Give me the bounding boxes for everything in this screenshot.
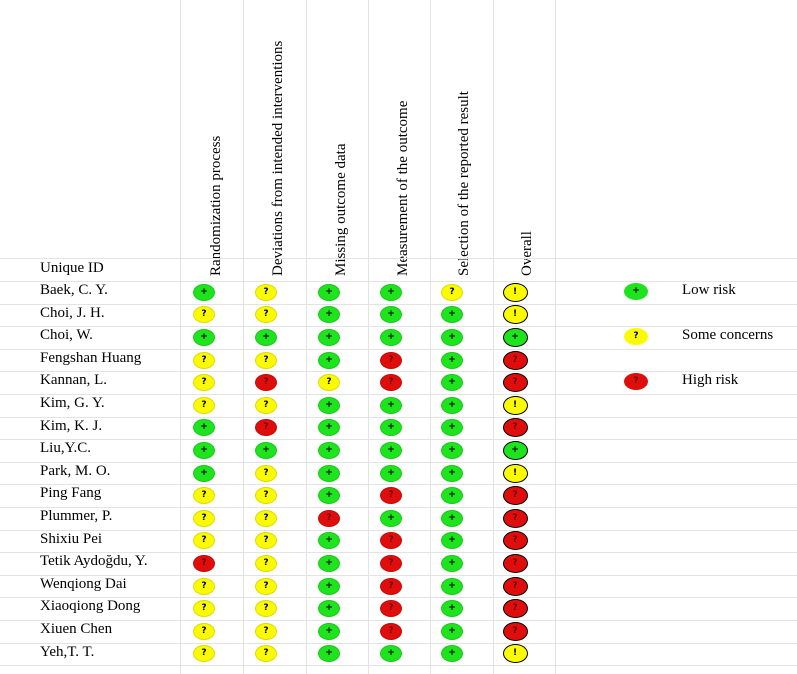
rating-dot: ? [318, 374, 340, 391]
rating-dot: + [380, 329, 402, 346]
grid-line [555, 0, 556, 674]
rating-dot: + [441, 578, 463, 595]
legend-some-label: Some concerns [682, 327, 774, 343]
rating-dot: + [380, 510, 402, 527]
study-id: Yeh,T. T. [40, 643, 95, 660]
rating-dot: + [380, 442, 402, 459]
study-id: Shixiu Pei [40, 530, 103, 547]
overall-rating-dot: ? [503, 509, 528, 528]
rating-dot: ? [380, 487, 402, 504]
rating-dot: ? [380, 374, 402, 391]
rating-dot: + [318, 306, 340, 323]
rating-dot: + [380, 397, 402, 414]
study-id: Plummer, P. [40, 508, 113, 524]
study-id: Wenqiong Dai [40, 575, 127, 592]
grid-line [243, 0, 244, 674]
rating-dot: ? [255, 578, 277, 595]
grid-line [0, 394, 797, 395]
legend-high-label: High risk [682, 372, 739, 388]
rating-dot: + [441, 397, 463, 414]
grid-line [368, 0, 369, 674]
overall-rating-dot: + [503, 441, 528, 460]
grid-line [0, 530, 797, 531]
rating-dot: + [318, 465, 340, 482]
overall-rating-dot: ? [503, 577, 528, 596]
column-header: Deviations from intended interventions [270, 40, 286, 276]
rating-dot: + [441, 623, 463, 640]
rating-dot: ? [380, 352, 402, 369]
grid-line [430, 0, 431, 674]
legend-high-dot: ? [624, 373, 648, 390]
overall-rating-dot: ? [503, 373, 528, 392]
rating-dot: + [318, 645, 340, 662]
rating-dot: ? [193, 374, 215, 391]
rating-dot: ? [255, 555, 277, 572]
rating-dot: + [441, 555, 463, 572]
overall-rating-dot: ? [503, 599, 528, 618]
rating-dot: + [441, 532, 463, 549]
rating-dot: ? [318, 510, 340, 527]
grid-line [0, 597, 797, 598]
study-id: Baek, C. Y. [40, 282, 108, 298]
rating-dot: + [441, 600, 463, 617]
rating-dot: ? [193, 397, 215, 414]
study-id: Liu,Y.C. [40, 440, 91, 457]
grid-line [0, 507, 797, 508]
column-header: Randomization process [208, 135, 224, 276]
grid-line [0, 620, 797, 621]
rating-dot: ? [193, 306, 215, 323]
rating-dot: + [318, 600, 340, 617]
grid-line [0, 439, 797, 440]
rating-dot: + [441, 465, 463, 482]
rating-dot: ? [255, 284, 277, 301]
overall-rating-dot: + [503, 328, 528, 347]
study-id: Ping Fang [40, 485, 102, 502]
grid-line [493, 0, 494, 674]
rating-dot: ? [193, 555, 215, 572]
grid-line [0, 665, 797, 666]
overall-rating-dot: ! [503, 283, 528, 302]
rating-dot: ? [255, 532, 277, 549]
rating-dot: + [441, 510, 463, 527]
rating-dot: ? [255, 465, 277, 482]
rating-dot: + [318, 284, 340, 301]
grid-line [0, 326, 797, 327]
legend-some-dot: ? [624, 328, 648, 345]
rating-dot: ? [193, 623, 215, 640]
rating-dot: ? [193, 600, 215, 617]
grid-line [0, 349, 797, 350]
rating-dot: ? [255, 600, 277, 617]
rating-dot: + [318, 555, 340, 572]
overall-rating-dot: ! [503, 464, 528, 483]
study-id: Kannan, L. [40, 372, 108, 389]
column-header: Overall [519, 231, 535, 276]
rating-dot: + [193, 465, 215, 482]
rating-dot: + [193, 442, 215, 459]
rating-dot: + [318, 352, 340, 369]
study-id: Choi, J. H. [40, 304, 105, 321]
rating-dot: + [380, 284, 402, 301]
rating-dot: + [380, 419, 402, 436]
study-id: Fengshan Huang [40, 349, 142, 366]
grid-line [0, 281, 797, 282]
rating-dot: + [441, 487, 463, 504]
rating-dot: + [318, 623, 340, 640]
rating-dot: + [441, 374, 463, 391]
rating-dot: ? [255, 306, 277, 323]
rating-dot: + [441, 306, 463, 323]
overall-rating-dot: ? [503, 351, 528, 370]
rating-dot: + [255, 329, 277, 346]
rating-dot: + [380, 465, 402, 482]
overall-rating-dot: ? [503, 486, 528, 505]
column-header: Missing outcome data [333, 143, 349, 276]
grid-line [0, 552, 797, 553]
rating-dot: ? [441, 284, 463, 301]
legend-low-label: Low risk [682, 282, 736, 298]
overall-rating-dot: ? [503, 531, 528, 550]
rating-dot: ? [380, 532, 402, 549]
grid-line [180, 0, 181, 674]
rating-dot: ? [193, 510, 215, 527]
rating-dot: ? [193, 532, 215, 549]
grid-line [0, 484, 797, 485]
rating-dot: + [380, 306, 402, 323]
grid-line [0, 462, 797, 463]
rating-dot: ? [380, 555, 402, 572]
overall-rating-dot: ? [503, 418, 528, 437]
overall-rating-dot: ? [503, 622, 528, 641]
rating-dot: + [441, 442, 463, 459]
grid-line [306, 0, 307, 674]
rating-dot: ? [255, 510, 277, 527]
grid-line [0, 371, 797, 372]
overall-rating-dot: ! [503, 396, 528, 415]
rating-dot: + [441, 419, 463, 436]
grid-line [0, 417, 797, 418]
rating-dot: ? [380, 578, 402, 595]
overall-rating-dot: ! [503, 644, 528, 663]
column-header: Measurement of the outcome [395, 100, 411, 276]
rating-dot: + [318, 487, 340, 504]
study-id: Kim, K. J. [40, 417, 103, 434]
rating-dot: ? [255, 645, 277, 662]
rating-dot: + [318, 442, 340, 459]
study-id: Tetik Aydoğdu, Y. [40, 553, 148, 570]
study-id: Xiuen Chen [40, 621, 113, 637]
rating-dot: + [318, 419, 340, 436]
rating-dot: ? [255, 419, 277, 436]
unique-id-header: Unique ID [40, 260, 104, 276]
rating-dot: + [193, 329, 215, 346]
rating-dot: + [318, 397, 340, 414]
rating-dot: ? [255, 623, 277, 640]
overall-rating-dot: ? [503, 554, 528, 573]
rating-dot: + [441, 645, 463, 662]
rating-dot: ? [255, 374, 277, 391]
grid-line [0, 643, 797, 644]
study-id: Kim, G. Y. [40, 395, 105, 411]
column-header: Selection of the reported result [456, 91, 472, 276]
rating-dot: ? [193, 352, 215, 369]
grid-line [0, 258, 797, 259]
rating-dot: ? [255, 487, 277, 504]
rating-dot: + [380, 645, 402, 662]
rating-dot: + [318, 329, 340, 346]
rating-dot: + [193, 419, 215, 436]
rating-dot: ? [380, 623, 402, 640]
study-id: Choi, W. [40, 327, 93, 344]
study-id: Xiaoqiong Dong [40, 598, 141, 615]
overall-rating-dot: ! [503, 305, 528, 324]
rating-dot: ? [193, 487, 215, 504]
rating-dot: ? [255, 352, 277, 369]
rating-dot: ? [380, 600, 402, 617]
rating-dot: + [318, 578, 340, 595]
rating-dot: + [318, 532, 340, 549]
study-id: Park, M. O. [40, 462, 111, 479]
rating-dot: + [441, 352, 463, 369]
grid-line [0, 575, 797, 576]
rating-dot: + [255, 442, 277, 459]
grid-line [0, 304, 797, 305]
rating-dot: + [441, 329, 463, 346]
legend-low-dot: + [624, 283, 648, 300]
rating-dot: ? [193, 578, 215, 595]
rating-dot: ? [255, 397, 277, 414]
rating-dot: + [193, 284, 215, 301]
rating-dot: ? [193, 645, 215, 662]
